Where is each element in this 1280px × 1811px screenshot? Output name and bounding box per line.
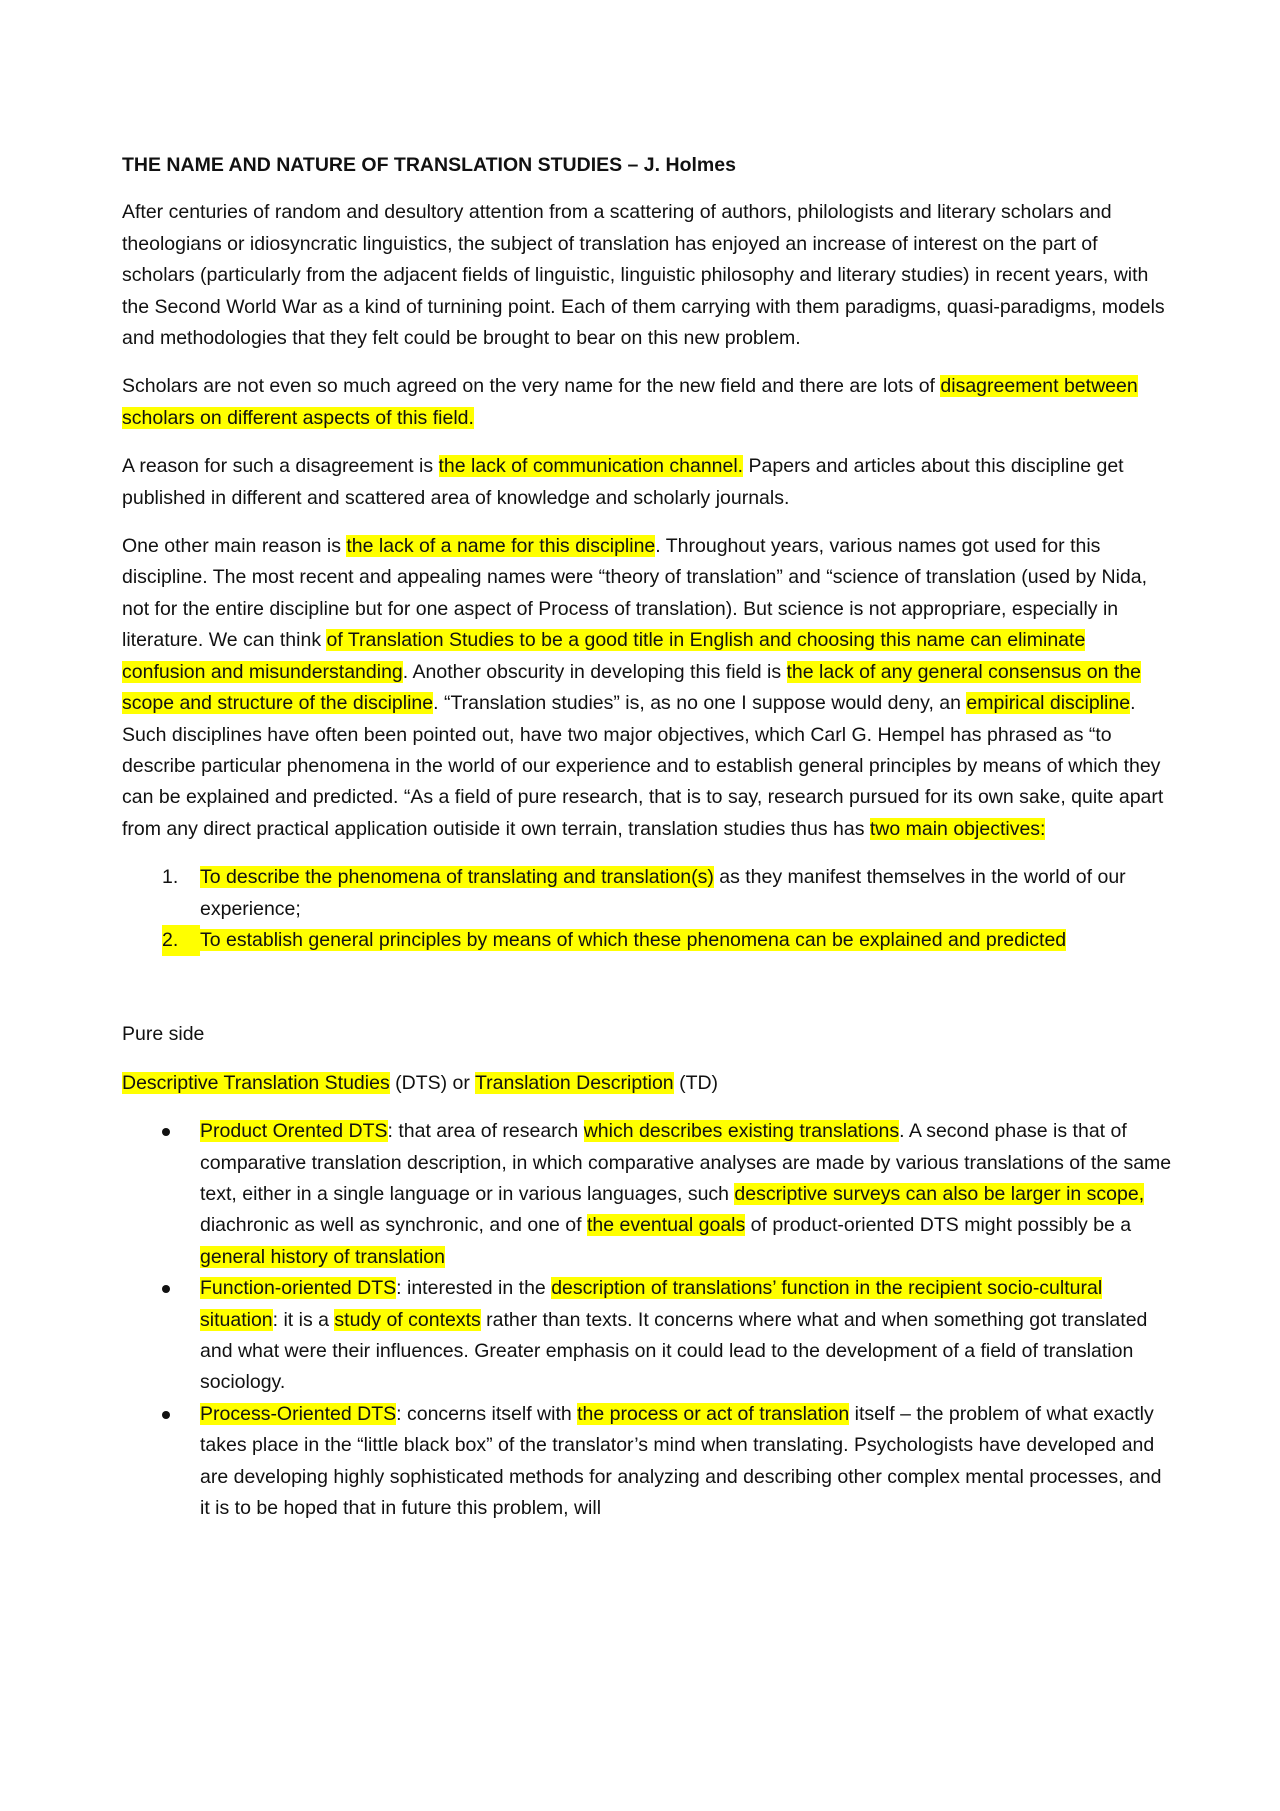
paragraph-reason: [122, 451, 1172, 514]
text-run: Papers and articles about this discipline get published in different and scattered area of knowledge and scholarly journals.: [122, 455, 1124, 509]
paragraph-dts-definition: [122, 1068, 1172, 1099]
highlighted-text: general history of translation: [200, 1245, 445, 1268]
list-number: 2.: [162, 925, 200, 956]
highlighted-text: Product Orented DTS: [200, 1120, 388, 1143]
list-item: [122, 1273, 1172, 1399]
section-heading-pure-side: Pure side: [122, 1023, 205, 1046]
text-run: . Another obscurity in developing this field is: [402, 660, 787, 683]
paragraph-name-discipline: [122, 531, 1172, 845]
highlighted-text: the process or act of translation: [577, 1402, 850, 1425]
highlighted-text: Function-oriented DTS: [200, 1277, 397, 1300]
highlighted-text: Translation Description: [474, 1071, 674, 1094]
highlighted-text: descriptive surveys can also be larger in scope,: [734, 1182, 1145, 1205]
text-run: A reason for such a disagreement is: [122, 455, 439, 478]
text-run: One other main reason is: [122, 535, 347, 558]
highlighted-text: which describes existing translations: [583, 1120, 900, 1143]
text-run: : concerns itself with: [396, 1402, 578, 1425]
text-run: . Throughout years, various names got used for this discipline. The most recent and appealing names were “theory of translation” and “science of translation (used by Nida, not for the entire discipline but for one aspect of Process of translation). But science is not appropriare, especially in literature. We can think: [122, 535, 1148, 652]
text-run: . “Translation studies” is, as no one I suppose would deny, an: [433, 692, 967, 715]
text-run: : interested in the: [396, 1277, 552, 1300]
text-run: . Such disciplines have often been pointed out, have two major objectives, which Carl G. Hempel has phrased as “to describe particular phenomena in the world of our experience and to establish general principles by means of which they can be explained and predicted. “As a field of pure research, that is to say, research pursued for its own sake, quite apart from any direct practical application outiside it own terrain, translation studies thus has: [122, 692, 1164, 840]
list-number: 1.: [162, 866, 179, 889]
highlighted-text: the lack of communication channel.: [438, 455, 744, 478]
text-run: : it is a: [272, 1308, 335, 1331]
text-run: . A second phase is that of comparative translation description, in which comparative analyses are made by various translations of the same text, either in a single language or in various languages, such: [200, 1120, 1172, 1205]
dts-bullet-list: [122, 1116, 1172, 1524]
highlighted-text: the lack of any general consensus on the scope and structure of the discipline: [122, 660, 1141, 715]
text-run: of product-oriented DTS might possibly be a: [745, 1214, 1132, 1237]
bullet-icon: [162, 1285, 170, 1293]
highlighted-text: description of translations’ function in the recipient socio-cultural situation: [200, 1277, 1103, 1331]
list-item: [122, 925, 1172, 956]
highlighted-text: empirical discipline: [966, 692, 1131, 715]
text-run: diachronic as well as synchronic, and one of: [200, 1214, 587, 1237]
list-item: [122, 1399, 1172, 1525]
highlighted-text: the eventual goals: [586, 1214, 746, 1237]
text-run: rather than texts. It concerns where what and when something got translated and what were their influences. Greater emphasis on it could lead to the development of a field of translation sociology.: [200, 1308, 1148, 1394]
list-item: [122, 1116, 1172, 1273]
blank-line: [122, 973, 1172, 1019]
document-title: THE NAME AND NATURE OF TRANSLATION STUDIES – J. Holmes: [122, 154, 736, 176]
highlighted-text: To describe the phenomena of translating and translation(s): [200, 866, 714, 889]
highlighted-text: Descriptive Translation Studies: [122, 1071, 390, 1094]
text-run: : that area of research: [387, 1120, 584, 1143]
highlighted-text: Process-Oriented DTS: [200, 1402, 397, 1425]
text-run: (TD): [673, 1071, 719, 1094]
text-run: (DTS) or: [389, 1071, 475, 1094]
list-item: [122, 862, 1172, 925]
highlighted-text: disagreement between scholars on different aspects of this field.: [122, 375, 1138, 429]
document-body: [122, 150, 1172, 1541]
paragraph-intro: After centuries of random and desultory attention from a scattering of authors, philologists and literary scholars and theologians or idiosyncratic linguistics, the subject of translation has enjoyed an increase of interest on the part of scholars (particularly from the adjacent fields of linguistic, linguistic philosophy and literary studies) in recent years, with the Second World War as a kind of turnining point. Each of them carrying with them paradigms, quasi-paradigms, models and methodologies that they felt could be brought to bear on this new problem.: [122, 201, 1165, 350]
bullet-icon: [162, 1411, 170, 1419]
highlighted-text: of Translation Studies to be a good title in English and choosing this name can eliminate confusion and misunderstanding: [122, 629, 1086, 683]
text-run: itself – the problem of what exactly takes place in the “little black box” of the translator’s mind when translating. Psychologists have developed and are developing highly sophisticated methods for analyzing and describing other complex mental processes, and it is to be hoped that in future this problem, will: [200, 1402, 1162, 1520]
objectives-list: [122, 862, 1172, 956]
paragraph-disagreement: [122, 371, 1172, 434]
text-run: as they manifest themselves in the world of our experience;: [200, 866, 1126, 920]
text-run: Scholars are not even so much agreed on the very name for the new field and there are lots of: [122, 375, 941, 398]
bullet-icon: [162, 1128, 170, 1136]
highlighted-text: study of contexts: [334, 1308, 481, 1331]
highlighted-text: the lack of a name for this discipline: [346, 535, 656, 558]
highlighted-text: To establish general principles by means of which these phenomena can be explained and predicted: [200, 928, 1067, 951]
highlighted-text: two main objectives:: [869, 817, 1046, 840]
